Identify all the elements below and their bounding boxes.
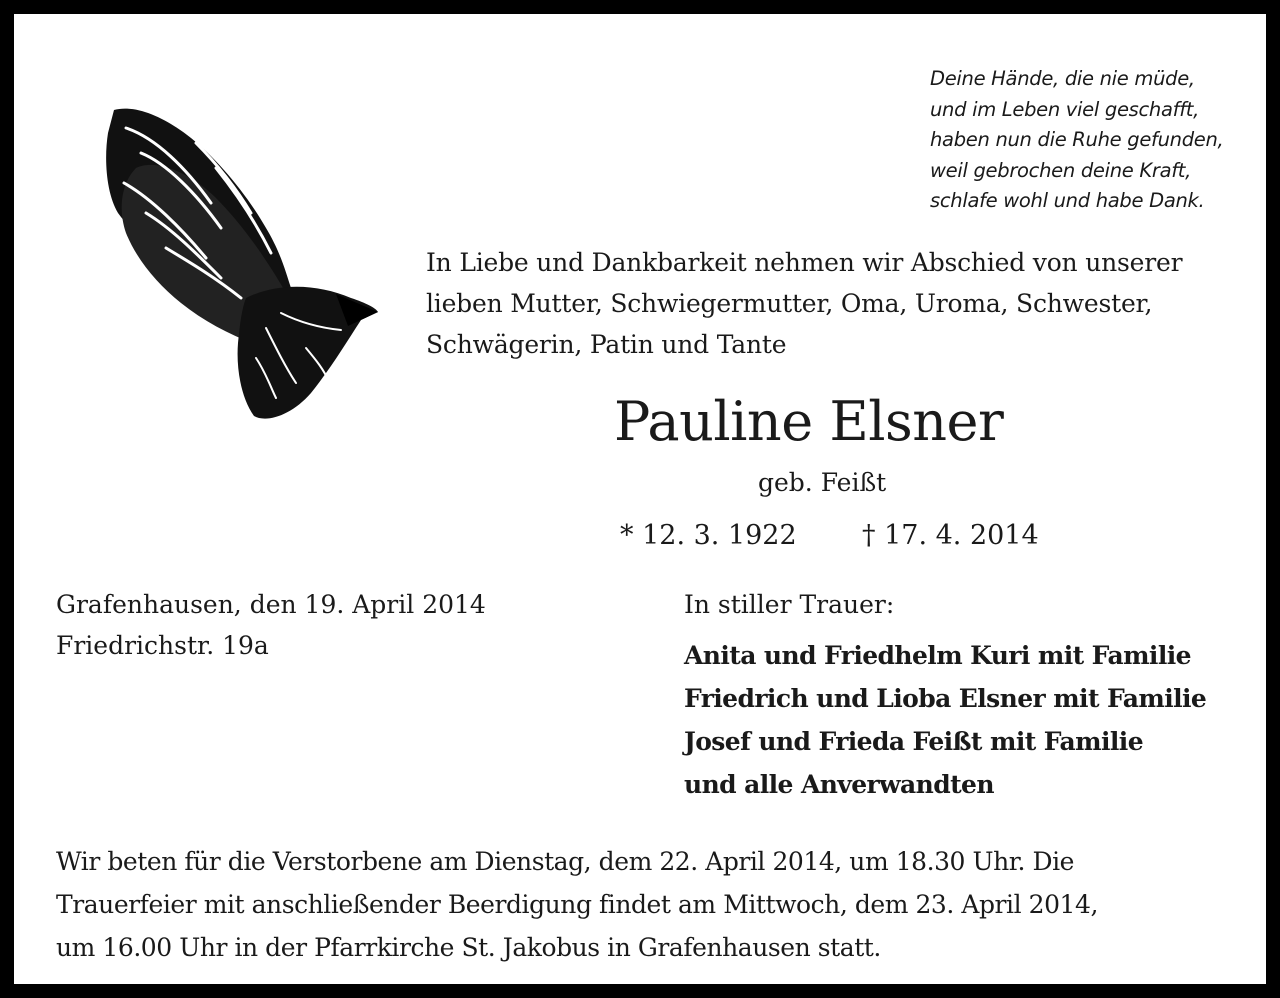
mourner-line: und alle Anverwandten (684, 770, 994, 799)
intro-line: In Liebe und Dankbarkeit nehmen wir Abschied von unserer (426, 248, 1183, 277)
intro-line: lieben Mutter, Schwiegermutter, Oma, Uroma, Schwester, (426, 289, 1153, 318)
service-line: um 16.00 Uhr in der Pfarrkirche St. Jakobus in Grafenhausen statt. (56, 933, 881, 962)
mourner-line: Josef und Frieda Feißt mit Familie (684, 727, 1144, 756)
death-date: † 17. 4. 2014 (862, 520, 1039, 551)
poem-line: und im Leben viel geschafft, (930, 97, 1200, 121)
farewell-intro (426, 242, 1280, 365)
place-date: Grafenhausen, den 19. April 2014 (56, 590, 486, 619)
praying-hands-icon (96, 98, 396, 438)
intro-line: Schwägerin, Patin und Tante (426, 330, 787, 359)
poem-line: haben nun die Ruhe gefunden, (930, 128, 1224, 151)
service-info (56, 840, 1246, 969)
maiden-name: geb. Feißt (758, 468, 887, 497)
deceased-name: Pauline Elsner (614, 390, 1004, 453)
service-line: Trauerfeier mit anschließender Beerdigung findet am Mittwoch, dem 23. April 2014, (56, 890, 1098, 919)
poem-line: schlafe wohl und habe Dank. (930, 189, 1205, 212)
mourning-label: In stiller Trauer: (684, 590, 895, 619)
poem-line: weil gebrochen deine Kraft, (930, 158, 1192, 182)
sender-info (56, 584, 486, 666)
birth-date: * 12. 3. 1922 (620, 520, 797, 551)
mourner-line: Friedrich und Lioba Elsner mit Familie (684, 684, 1207, 713)
mourner-line: Anita und Friedhelm Kuri mit Familie (684, 641, 1191, 670)
poem-line: Deine Hände, die nie müde, (930, 67, 1195, 90)
service-line: Wir beten für die Verstorbene am Dienstag, dem 22. April 2014, um 18.30 Uhr. Die (56, 847, 1075, 876)
address: Friedrichstr. 19a (56, 631, 269, 660)
memorial-poem (930, 64, 1260, 217)
mourners-list (684, 634, 1206, 806)
